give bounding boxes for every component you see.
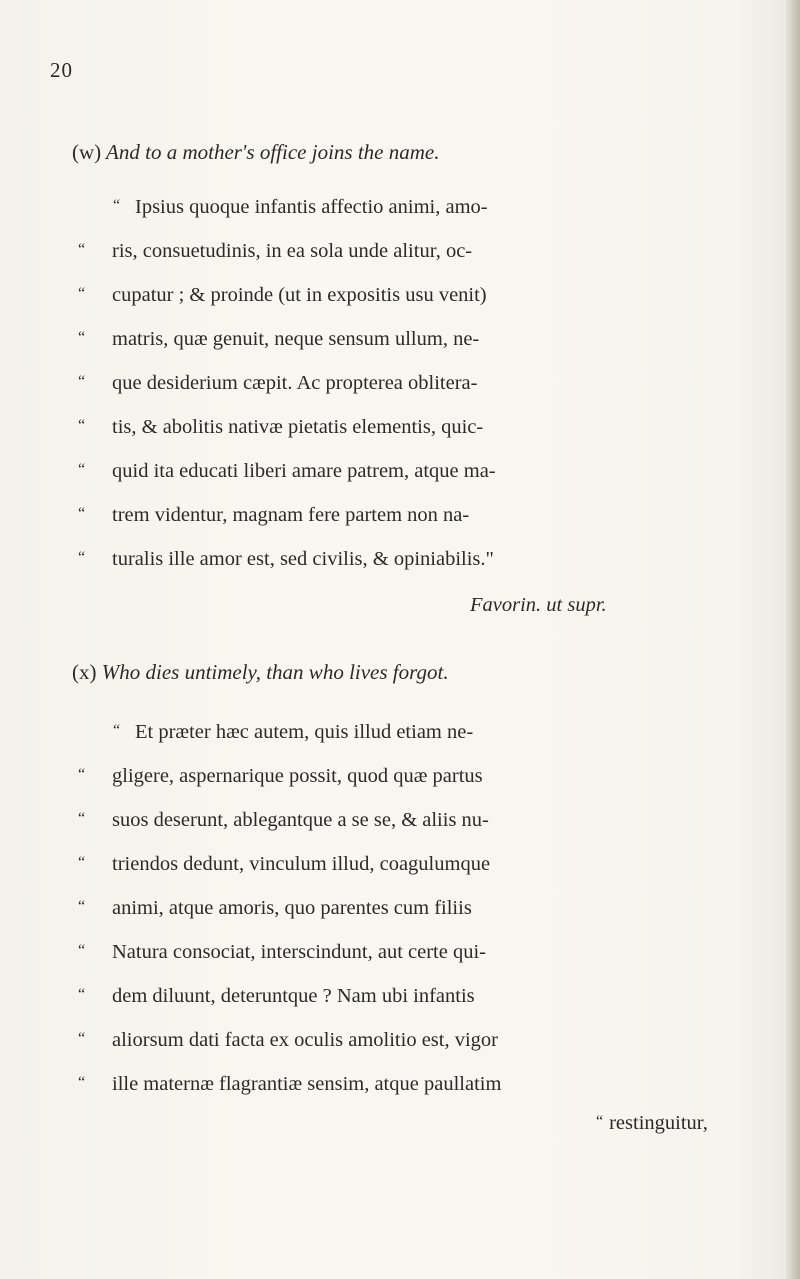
text-line: “ animi, atque amoris, quo parentes cum filiis [78, 897, 472, 919]
text-line: “ que desiderium cæpit. Ac propterea oblitera- [78, 372, 478, 394]
page-number: 20 [50, 58, 73, 82]
note-mark: (w) [72, 140, 102, 164]
page-edge-shadow [786, 0, 800, 1279]
text-line: “ aliorsum dati facta ex oculis amolitio est, vigor [78, 1029, 498, 1051]
note-heading-text: Who dies untimely, than who lives forgot. [101, 660, 449, 684]
text-line: “ quid ita educati liberi amare patrem, atque ma- [78, 460, 496, 482]
note-heading-text: And to a mother's office joins the name. [106, 140, 440, 164]
text-line: “ gligere, aspernarique possit, quod quæ partus [78, 765, 483, 787]
note-heading-x [72, 660, 449, 685]
note-mark: (x) [72, 660, 97, 684]
text-line: “ Et præter hæc autem, quis illud etiam ne- [113, 721, 474, 743]
attribution: Favorin. ut supr. [470, 594, 607, 616]
text-line: “ dem diluunt, deteruntque ? Nam ubi infantis [78, 985, 475, 1007]
text-line: “ trem videntur, magnam fere partem non na- [78, 504, 470, 526]
text-line: “ cupatur ; & proinde (ut in expositis usu venit) [78, 284, 487, 306]
text-line: “ matris, quæ genuit, neque sensum ullum, ne- [78, 328, 480, 350]
text-line: “ ris, consuetudinis, in ea sola unde alitur, oc- [78, 240, 473, 262]
note-heading-w [72, 140, 439, 165]
text-line: “ triendos dedunt, vinculum illud, coagulumque [78, 853, 491, 875]
text-line: “ ille maternæ flagrantiæ sensim, atque paullatim [78, 1073, 502, 1095]
text-line: “ Natura consociat, interscindunt, aut certe qui- [78, 941, 486, 963]
text-line: “ tis, & abolitis nativæ pietatis elementis, quic- [78, 416, 484, 438]
text-line: “ turalis ille amor est, sed civilis, & opiniabilis." [78, 548, 494, 570]
text-line: “ suos deserunt, ablegantque a se se, & aliis nu- [78, 809, 489, 831]
text-line: “ Ipsius quoque infantis affectio animi, amo- [113, 196, 488, 218]
catchword: “ restinguitur, [596, 1112, 708, 1134]
